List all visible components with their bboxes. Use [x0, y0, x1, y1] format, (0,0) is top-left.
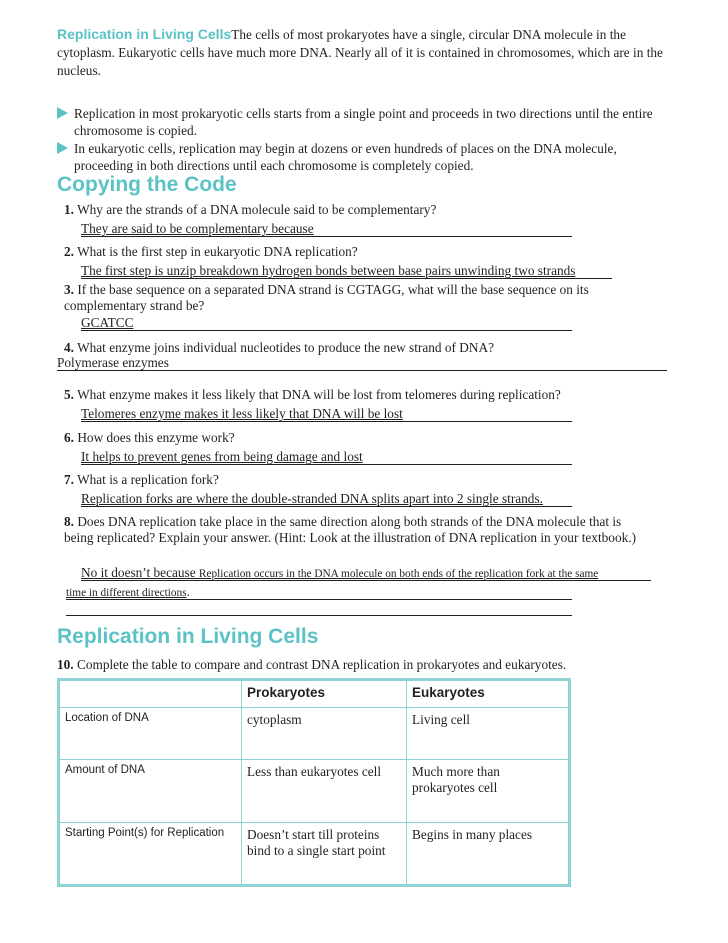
question-number: 8.	[64, 514, 74, 529]
cell-eukaryotes[interactable]: Much more than prokaryotes cell	[407, 760, 570, 823]
section-heading-replication-in-living-cells: Replication in Living Cells	[57, 625, 319, 648]
bullet-text: Replication in most prokaryotic cells starts from a single point and proceeds in two directions until the entire chromosome is copied.	[74, 106, 653, 138]
answer-line-1[interactable]	[81, 221, 572, 237]
intro-lead-heading: Replication in Living Cells	[57, 26, 232, 42]
question-6	[64, 430, 664, 446]
row-label: Starting Point(s) for Replication	[59, 823, 242, 886]
question-text: If the base sequence on a separated DNA strand is CGTAGG, what will the base sequence on its complementary strand be?	[64, 282, 589, 313]
answer-text: Replication forks are where the double-stranded DNA splits apart into 2 single strands.	[81, 491, 543, 506]
question-number: 6.	[64, 430, 74, 445]
answer-line-2[interactable]	[81, 263, 612, 279]
table-row	[59, 823, 570, 886]
question-number: 7.	[64, 472, 74, 487]
comparison-table	[57, 678, 571, 887]
bullet-item	[57, 105, 677, 141]
question-text: What enzyme makes it less likely that DNA will be lost from telomeres during replication?	[77, 387, 561, 402]
answer-text: Polymerase enzymes	[57, 355, 169, 370]
table-row	[59, 760, 570, 823]
question-number: 5.	[64, 387, 74, 402]
table-header-eukaryotes: Eukaryotes	[407, 680, 570, 708]
question-text: What enzyme joins individual nucleotides to produce the new strand of DNA?	[77, 340, 494, 355]
table-row	[59, 708, 570, 760]
bullet-item	[57, 140, 677, 176]
question-10	[57, 657, 697, 673]
cell-eukaryotes[interactable]: Living cell	[407, 708, 570, 760]
question-1	[64, 202, 664, 218]
question-text: What is a replication fork?	[77, 472, 219, 487]
bullet-triangle-icon	[57, 142, 68, 154]
question-number: 2.	[64, 244, 74, 259]
cell-prokaryotes[interactable]: Doesn’t start till proteins bind to a single start point	[242, 823, 407, 886]
bullet-triangle-icon	[57, 107, 68, 119]
question-number: 1.	[64, 202, 74, 217]
question-number: 4.	[64, 340, 74, 355]
cell-prokaryotes[interactable]: cytoplasm	[242, 708, 407, 760]
question-5	[64, 387, 664, 403]
question-7	[64, 472, 664, 488]
question-number: 3.	[64, 282, 74, 297]
question-text: Why are the strands of a DNA molecule said to be complementary?	[77, 202, 437, 217]
table-header-row	[59, 680, 570, 708]
answer-line-6[interactable]	[81, 449, 572, 465]
answer-line-7[interactable]	[81, 491, 572, 507]
answer-period: .	[186, 584, 190, 599]
question-text: What is the first step in eukaryotic DNA replication?	[77, 244, 358, 259]
intro-text: The cells of most prokaryotes have a single, circular DNA molecule in the cytoplasm. Eukaryotic cells have much more DNA. Nearly all of it is contained in chromosomes, which are in the nucleus.	[57, 27, 663, 78]
row-label: Location of DNA	[59, 708, 242, 760]
answer-line-3[interactable]	[81, 315, 572, 331]
answer-text-continued: Replication occurs in the DNA molecule on both ends of the replication fork at the same	[198, 568, 599, 580]
question-8	[64, 514, 654, 546]
question-number: 10.	[57, 657, 74, 672]
question-text: Complete the table to compare and contrast DNA replication in prokaryotes and eukaryotes.	[76, 657, 567, 672]
intro-paragraph	[57, 25, 677, 80]
question-text: Does DNA replication take place in the same direction along both strands of the DNA molecule that is being replicated? Explain your answer. (Hint: Look at the illustration of DNA replication in your textbook.)	[64, 514, 636, 545]
bullet-text: In eukaryotic cells, replication may begin at dozens or even hundreds of places on the DNA molecule, proceeding in both directions until each chromosome is completely copied.	[74, 141, 617, 173]
table-header-prokaryotes: Prokaryotes	[242, 680, 407, 708]
question-4	[64, 340, 664, 356]
answer-line-5[interactable]	[81, 406, 572, 422]
answer-text: No it doesn’t because	[81, 565, 199, 580]
answer-line-8b[interactable]	[66, 584, 572, 600]
answer-text: They are said to be complementary because	[81, 221, 314, 236]
answer-text: The first step is unzip breakdown hydrogen bonds between base pairs unwinding two strands	[81, 263, 576, 278]
answer-text: Telomeres enzyme makes it less likely that DNA will be lost	[81, 406, 403, 421]
question-2	[64, 244, 664, 260]
answer-line-8c[interactable]	[66, 615, 572, 616]
cell-prokaryotes[interactable]: Less than eukaryotes cell	[242, 760, 407, 823]
answer-text: GCATCC	[81, 315, 134, 330]
table-header-cell	[59, 680, 242, 708]
row-label: Amount of DNA	[59, 760, 242, 823]
answer-text: It helps to prevent genes from being damage and lost	[81, 449, 363, 464]
cell-eukaryotes[interactable]: Begins in many places	[407, 823, 570, 886]
question-text: How does this enzyme work?	[77, 430, 235, 445]
answer-line-8a[interactable]	[81, 565, 651, 581]
answer-line-4[interactable]	[57, 355, 667, 371]
answer-text: time in different directions	[66, 587, 187, 599]
question-3	[64, 282, 624, 314]
section-heading-copying-the-code: Copying the Code	[57, 173, 237, 196]
